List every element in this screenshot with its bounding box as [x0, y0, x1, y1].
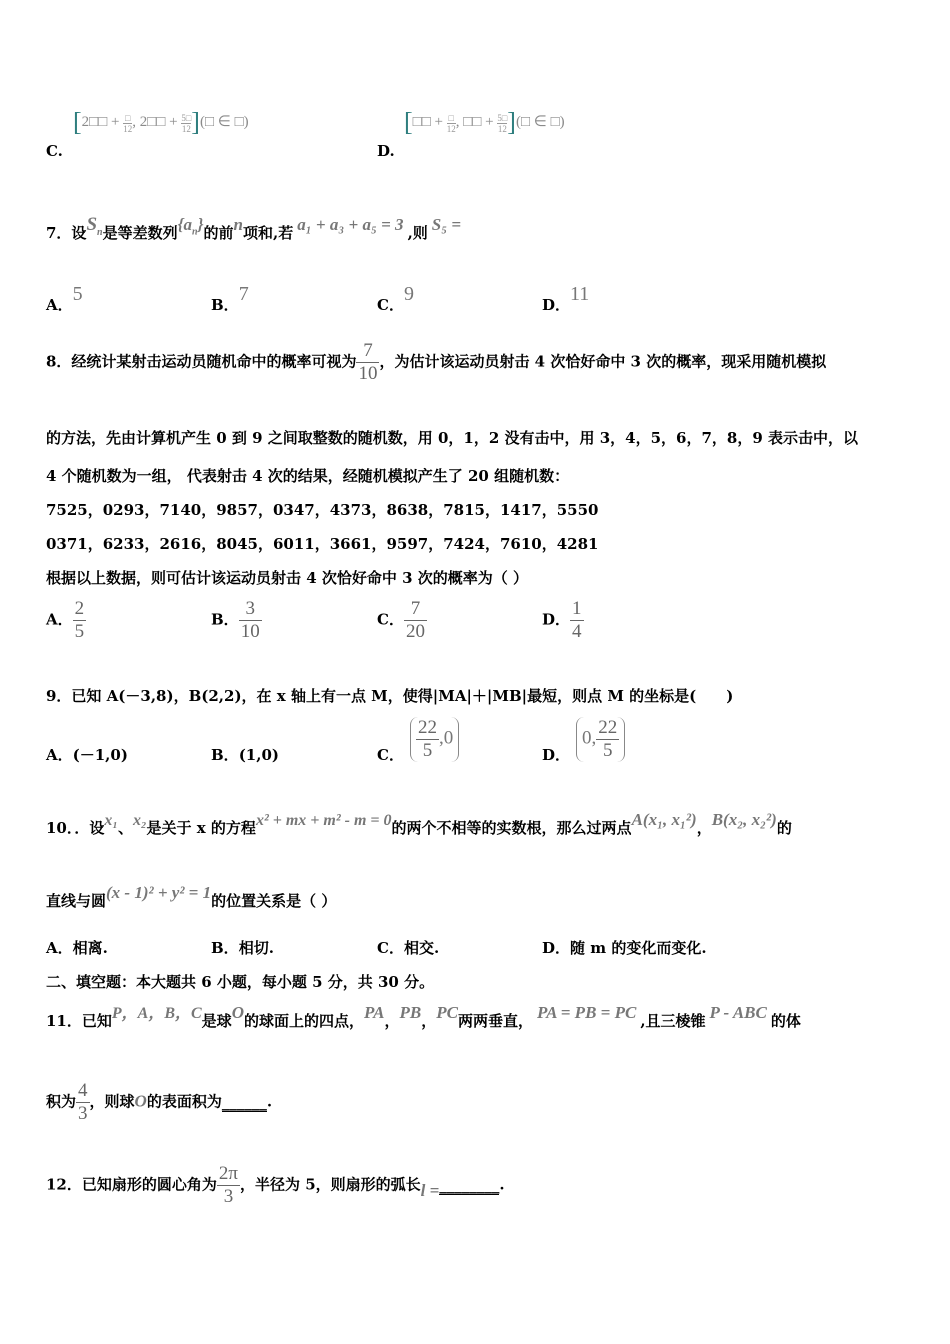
- q12-answer-blank[interactable]: ________: [439, 1175, 500, 1194]
- q12-arc-length-symbol: l =: [420, 1180, 440, 1200]
- q8-probability-fraction: $\frac{7}{10}$: [358, 340, 378, 384]
- q10-circle: (x - 1)² + y² = 1: [106, 883, 212, 902]
- q9-option-d[interactable]: D．0, $\frac{22}{5}$: [542, 717, 625, 762]
- q10-point-a: A(x₁, x₁²): [631, 810, 697, 829]
- question-9: 9．已知 A(－3,8)，B(2,2)，在 x 轴上有一点 M，使得|MA|＋|MB|最短，则点 M 的坐标是( ): [46, 687, 734, 705]
- q11-pyramid: P - ABC: [709, 1003, 767, 1022]
- question-11-line-1: 11．已知P，A，B，C是球O的球面上的四点，PA，PB，PC两两垂直， PA = PB = PC ,且三棱锥 P - ABC 的体: [46, 1003, 801, 1030]
- q11-sphere-o: O: [231, 1003, 244, 1022]
- q9-option-c[interactable]: C． $\frac{22}{5}$ ,0: [377, 717, 459, 762]
- q9-option-b[interactable]: B．(1,0): [211, 746, 279, 764]
- q10-x2: x₂: [132, 812, 147, 829]
- q7-number: 7．设: [46, 224, 87, 242]
- question-11-line-2: 积为 $\frac{4}{3}$ ，则球O的表面积为______.: [46, 1080, 273, 1124]
- q11-points: P，A，B，C: [111, 1005, 202, 1022]
- q7-text4: ,则: [407, 224, 428, 242]
- q8-random-numbers-row-2: 0371，6233，2616，8045，6011，3661，9597，7424，7610，4281: [46, 535, 599, 553]
- q8-option-b[interactable]: B． $\frac{3}{10}$: [211, 598, 260, 642]
- q7-option-a[interactable]: A．5: [46, 283, 83, 314]
- q8-text1: ，为估计该运动员射击 4 次恰好命中 3 次的概率，现采用随机模拟: [379, 352, 827, 371]
- q7-condition: a₁ + a₃ + a₅ = 3: [297, 215, 404, 234]
- q11-answer-blank[interactable]: ______: [221, 1092, 267, 1111]
- q10-option-c[interactable]: C．相交.: [377, 939, 440, 957]
- q7-text2: 的前: [203, 224, 234, 242]
- q6-option-d-expression: [□□ + □ 12 , □□ + $\frac{5□}{12}$ ](□ ∈ □): [404, 108, 565, 137]
- q10-equation: x² + mx + m² - m = 0: [255, 812, 392, 829]
- question-12: 12．已知扇形的圆心角为 $\frac{2\pi}{3}$ ，半径为 5，则扇形的弧长l =________.: [46, 1163, 505, 1207]
- q7-option-c[interactable]: C．9: [377, 283, 414, 314]
- q7-option-b[interactable]: B．7: [211, 283, 249, 314]
- q7-text3: 项和,若: [242, 224, 294, 242]
- q7-n: n: [233, 215, 243, 234]
- q8-option-a[interactable]: A． $\frac{2}{5}$: [46, 598, 85, 642]
- q11-volume-fraction: $\frac{4}{3}$: [78, 1080, 88, 1124]
- q9-option-a[interactable]: A．(－1,0): [46, 746, 128, 764]
- question-10-line-1: 10．．设x₁、x₂是关于 x 的方程x² + mx + m² - m = 0的两个不相等的实数根，那么过两点A(x₁, x₁²)，B(x₂, x₂²)的: [46, 810, 792, 837]
- q10-point-b: B(x₂, x₂²): [711, 810, 777, 829]
- question-8-line-2: 的方法，先由计算机产生 0 到 9 之间取整数的随机数，用 0，1，2 没有击中，用 3，4，5，6，7，8，9 表示击中，以: [46, 429, 859, 447]
- q7-text1: 是等差数列: [102, 224, 178, 242]
- question-8-line-3: 4 个随机数为一组， 代表射击 4 次的结果，经随机模拟产生了 20 组随机数：: [46, 467, 570, 485]
- q6-option-d-label: D.: [377, 142, 395, 160]
- q10-x1: x₁: [104, 812, 118, 829]
- q12-angle-fraction: $\frac{2\pi}{3}$: [218, 1163, 238, 1207]
- q10-option-d[interactable]: D．随 m 的变化而变化.: [542, 939, 707, 957]
- q8-option-d[interactable]: D． $\frac{1}{4}$: [542, 598, 582, 642]
- q8-option-c[interactable]: C． $\frac{7}{20}$: [377, 598, 425, 642]
- question-10-line-2: 直线与圆(x - 1)² + y² = 1的位置关系是（ ）: [46, 883, 337, 910]
- question-7: [46, 214, 462, 246]
- q10-option-a[interactable]: A．相离.: [46, 939, 108, 957]
- q8-random-numbers-row-1: 7525，0293，7140，9857，0347，4373，8638，7815，1417，5550: [46, 501, 599, 519]
- q10-option-b[interactable]: B．相切.: [211, 939, 274, 957]
- q6-option-c-label: C.: [46, 142, 63, 160]
- q7-option-d[interactable]: D．11: [542, 283, 590, 314]
- question-8-prompt: 根据以上数据，则可估计该运动员射击 4 次恰好命中 3 次的概率为（ ）: [46, 569, 528, 587]
- q7-seq: $\{a_n\}$: [177, 215, 204, 238]
- q8-number: 8．经统计某射击运动员随机命中的概率可视为: [46, 352, 357, 371]
- q7-ask: S₅ =: [431, 215, 462, 234]
- section-2-title: 二、填空题：本大题共 6 小题，每小题 5 分，共 30 分。: [46, 973, 435, 991]
- q11-equality: PA = PB = PC: [536, 1003, 637, 1022]
- q6-option-c-expression: [2□□ + □ 12 , 2□□ + $\frac{5□}{12}$ ](□ ∈ □): [73, 108, 249, 137]
- question-8-line-1: [46, 340, 826, 385]
- q7-sn: $S_n$: [86, 214, 103, 238]
